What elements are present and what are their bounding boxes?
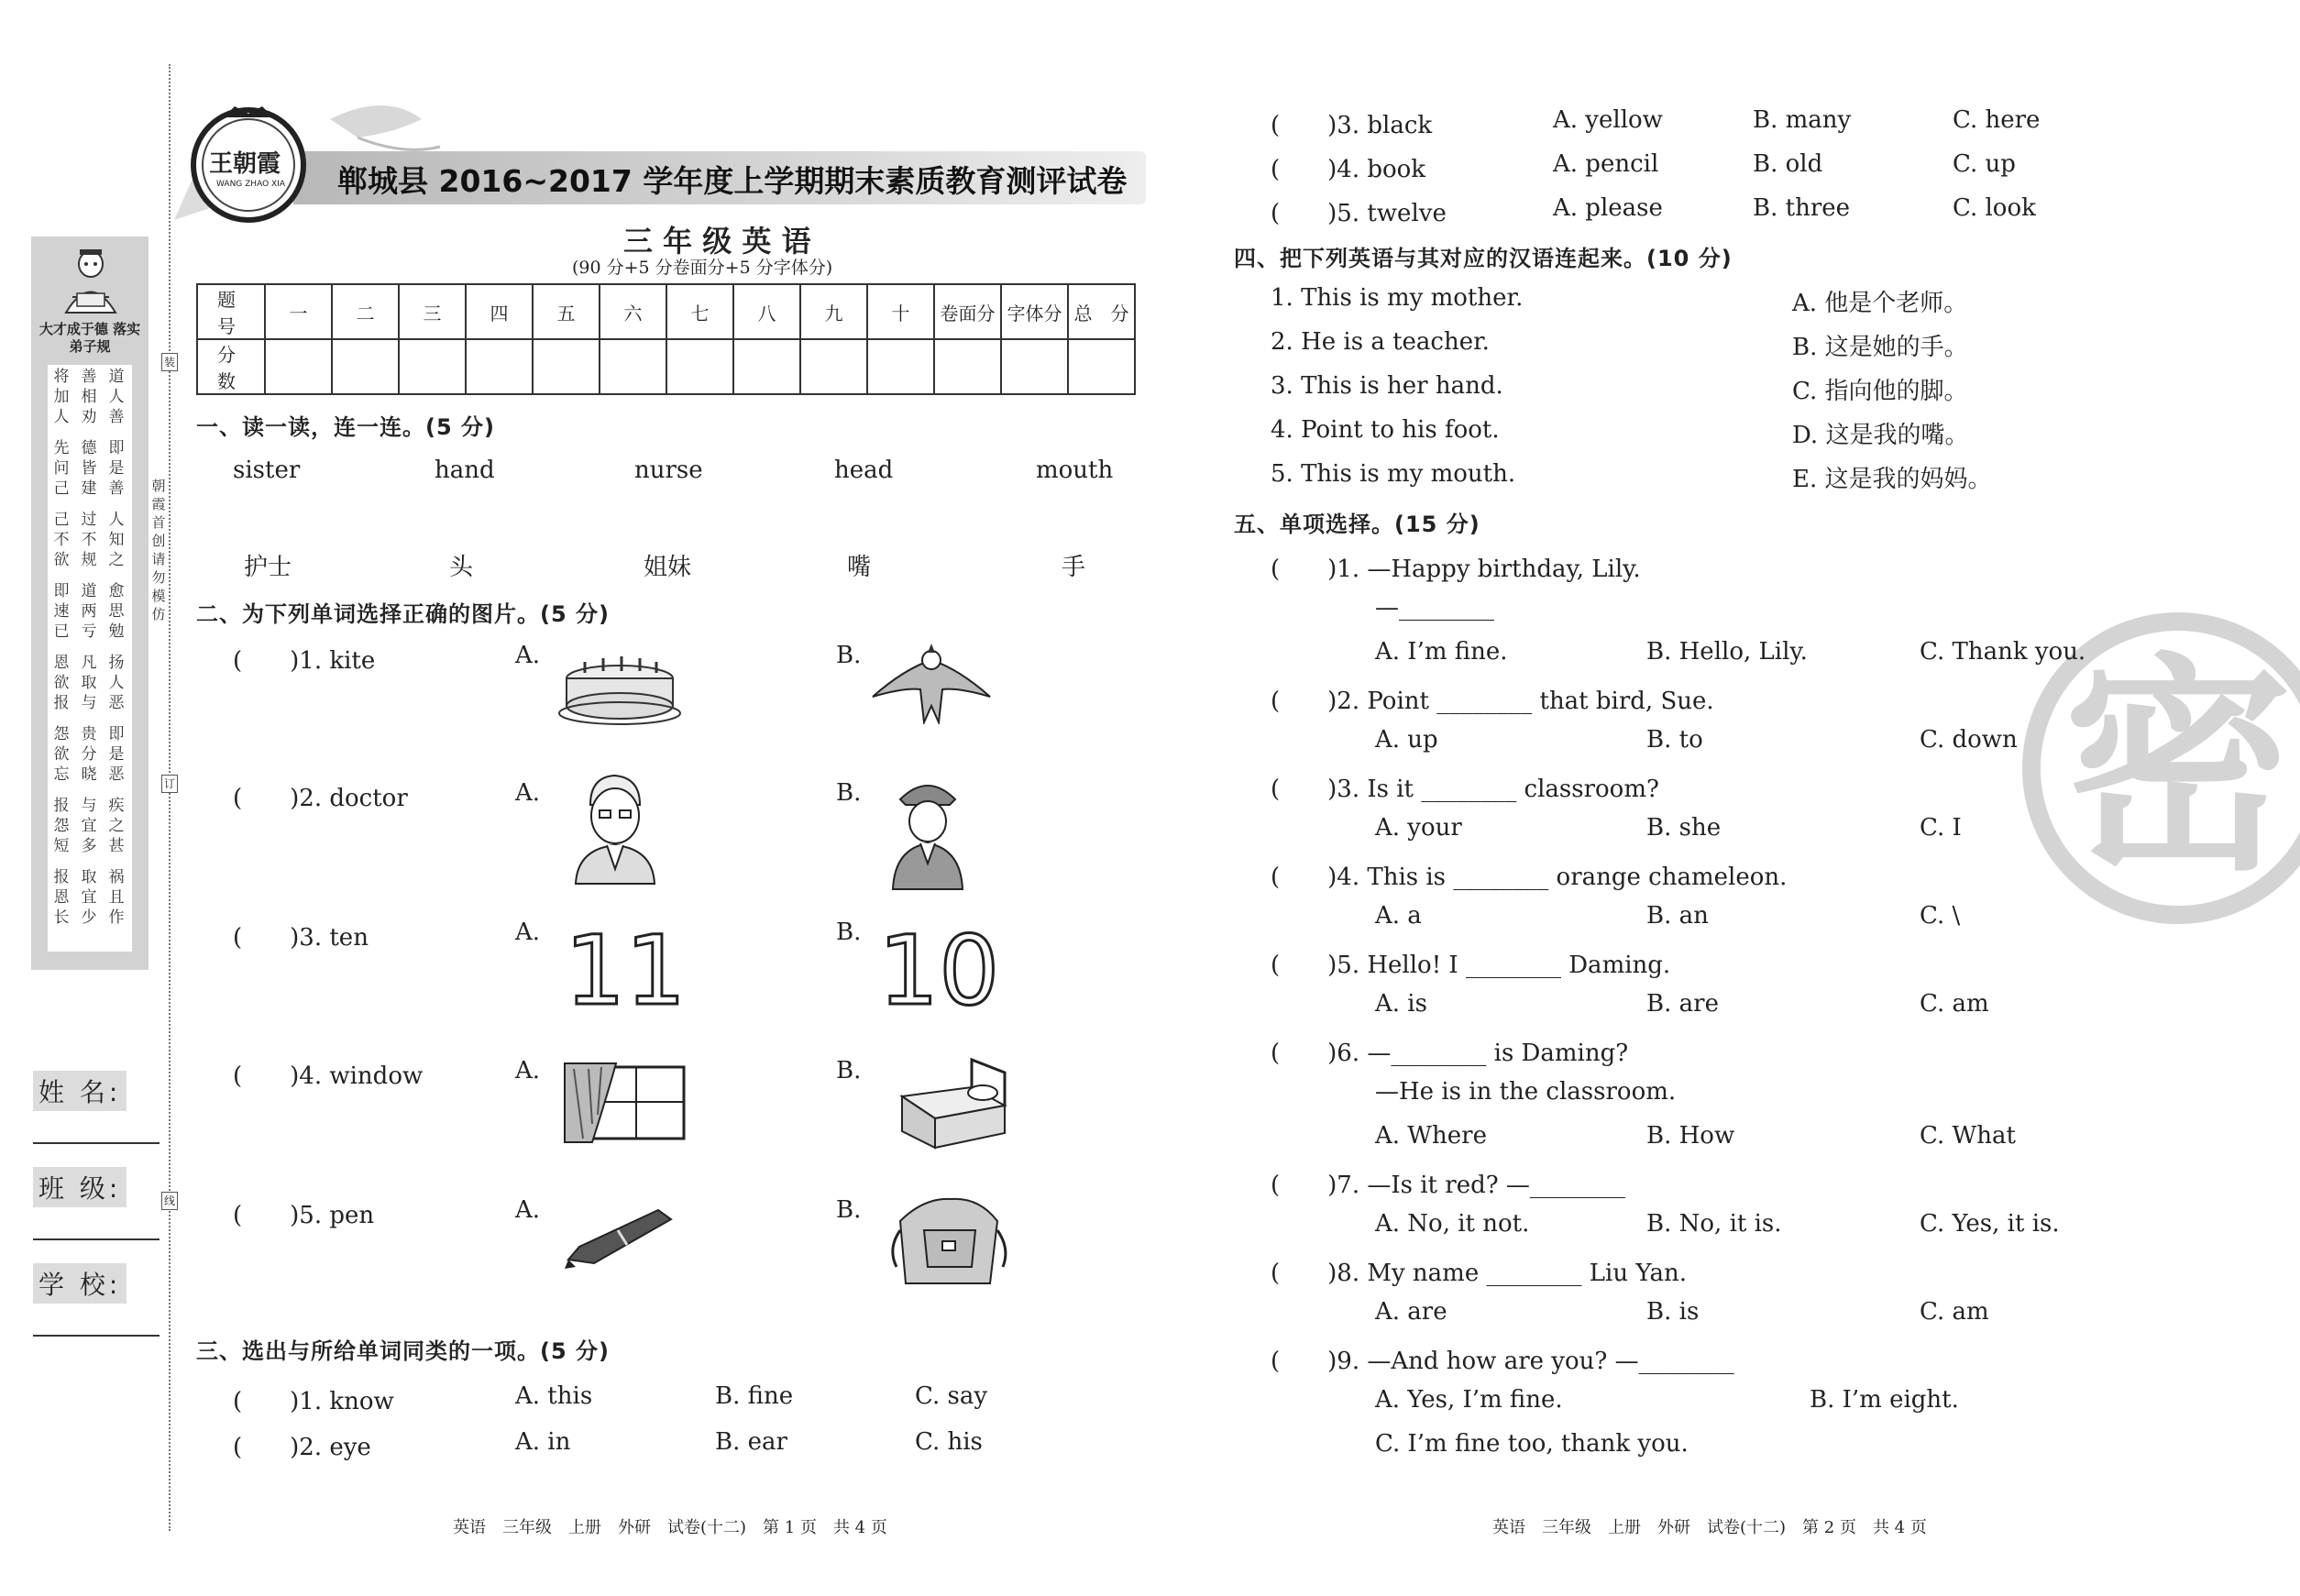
s5-option[interactable]: C. I’m fine too, thank you. [1375,1430,1689,1458]
score-cell[interactable] [800,339,867,394]
side-note: 朝霞首创 请勿模仿 [151,478,166,622]
page-footer-left: 英语 三年级 上册 外研 试卷(十二) 第 1 页 共 4 页 [453,1518,887,1537]
motto-column: 即是恶 [108,725,125,784]
s5-option[interactable]: C. \ [1920,902,1961,930]
s2-option-label: B. [836,779,862,807]
s5-option[interactable]: B. is [1646,1298,1700,1326]
s1-english-word[interactable]: mouth [1036,457,1114,484]
s2-option-label: A. [515,1057,541,1084]
bird-picture-icon[interactable] [867,642,996,724]
s3-question[interactable]: ( )2. eye [233,1434,371,1461]
score-header-cell: 题 号 [197,284,265,339]
score-header-cell: 八 [733,284,800,339]
logo-text: 王朝霞 [209,150,281,178]
s4-chinese-sentence[interactable]: E. 这是我的妈妈。 [1792,466,1992,493]
s2-option-label: A. [515,1196,541,1224]
s1-chinese-word[interactable]: 护士 [244,554,292,581]
motto-column: 扬人恶 [108,654,125,712]
s5-option[interactable]: A. Yes, I’m fine. [1375,1386,1563,1414]
s5-option[interactable]: A. No, it not. [1375,1210,1530,1238]
s5-option[interactable]: B. I’m eight. [1810,1386,1959,1414]
motto-column: 报怨短 [53,797,70,855]
motto-column: 取宜少 [81,868,97,927]
s5-option[interactable]: C. I [1920,814,1962,842]
s3-option[interactable]: A. this [515,1382,593,1410]
exam-subtitle: 三 年 级 英 语 [623,224,811,259]
s3-option[interactable]: A. in [515,1428,571,1456]
binding-box-zhuang: 装 [161,353,178,371]
s1-chinese-word[interactable]: 头 [449,554,474,581]
class-field[interactable] [33,1238,160,1240]
motto-text-box [48,365,132,952]
s3-option[interactable]: A. yellow [1553,106,1663,134]
s5-option[interactable]: C. What [1920,1122,2016,1150]
motto-column: 将加人 [53,368,70,426]
s5-option[interactable]: B. an [1646,902,1709,930]
section3-heading: 三、选出与所给单词同类的一项。(5 分) [196,1338,610,1364]
score-header-cell: 五 [533,284,600,339]
s2-option-label: B. [836,1057,862,1084]
s5-question[interactable]: ( )7. —Is it red? —________ [1271,1172,1625,1199]
score-header-cell: 七 [666,284,733,339]
score-cell[interactable] [399,339,466,394]
s3-option[interactable]: B. fine [715,1382,794,1410]
school-field[interactable] [33,1334,160,1337]
motto-column: 过不规 [81,511,97,569]
motto-column: 贵分晓 [81,725,97,784]
school-label: 学 校: [33,1263,127,1304]
s2-question[interactable]: ( )1. kite [233,647,376,675]
score-cell[interactable] [867,339,934,394]
binding-box-ding: 订 [161,775,178,793]
s5-option[interactable]: A. is [1375,990,1427,1018]
s3-option[interactable]: B. old [1753,150,1823,178]
motto-panel [31,237,149,970]
binding-box-xian: 线 [161,1192,178,1210]
s5-option[interactable]: A. I’m fine. [1375,638,1508,666]
s2-option-label: A. [515,919,541,946]
logo-subtext: WANG ZHAO XIA [216,180,285,189]
s5-question[interactable]: ( )5. Hello! I ________ Daming. [1271,952,1671,979]
motto-column: 即是善 [108,439,125,498]
motto-column: 即速已 [53,582,70,641]
s5-option[interactable]: A. are [1375,1298,1447,1326]
score-cell[interactable] [1001,339,1068,394]
s4-english-sentence[interactable]: 4. Point to his foot. [1271,416,1500,444]
s5-option[interactable]: B. are [1646,990,1719,1018]
section1-heading: 一、读一读，连一连。(5 分) [196,414,495,440]
score-table-header-row [197,284,1135,339]
s5-question[interactable]: ( )3. Is it ________ classroom? [1271,776,1659,803]
score-table-value-row [197,339,1135,394]
page-footer-right: 英语 三年级 上册 外研 试卷(十二) 第 2 页 共 4 页 [1492,1518,1927,1537]
number-ten-picture[interactable]: 10 [878,915,1000,1027]
s5-question[interactable]: ( )9. —And how are you? —________ [1271,1348,1734,1375]
score-cell[interactable] [265,339,332,394]
section5-heading: 五、单项选择。(15 分) [1234,512,1480,537]
motto-column: 与宜多 [81,797,97,855]
score-cell[interactable] [934,339,1001,394]
exam-title: 郸城县 2016~2017 学年度上学期期末素质教育测评试卷 [337,163,1128,199]
section2-heading: 二、为下列单词选择正确的图片。(5 分) [196,601,610,627]
s3-question[interactable]: ( )4. book [1271,156,1426,183]
s2-option-label: A. [515,642,541,669]
s3-option[interactable]: C. say [915,1382,988,1410]
s5-question-line: —He is in the classroom. [1375,1078,1677,1106]
motto-column: 报恩长 [53,868,70,927]
s5-option[interactable]: C. Thank you. [1920,638,2086,666]
class-label: 班 级: [33,1167,127,1207]
motto-column: 凡取与 [81,654,97,712]
score-table [196,283,1136,395]
score-cell[interactable] [1068,339,1135,394]
schoolbag-picture-icon[interactable] [887,1194,1012,1289]
s4-chinese-sentence[interactable]: A. 他是个老师。 [1792,290,1968,317]
score-header-cell: 卷面分 [934,284,1001,339]
s5-question[interactable]: ( )6. —________ is Daming? [1271,1040,1629,1067]
s3-option[interactable]: B. ear [715,1428,787,1456]
section4-heading: 四、把下列英语与其对应的汉语连起来。(10 分) [1234,246,1733,271]
s3-option[interactable]: B. three [1753,194,1851,222]
motto-column: 己不欲 [53,511,70,569]
s5-option[interactable]: B. Hello, Lily. [1646,638,1808,666]
s5-question[interactable]: ( )1. —Happy birthday, Lily. [1271,556,1641,583]
s5-option[interactable]: A. your [1375,814,1462,842]
motto-column: 祸且作 [108,868,125,927]
s2-option-label: B. [836,642,862,669]
s1-english-word[interactable]: head [834,457,894,484]
s5-option[interactable]: A. a [1375,902,1422,930]
s3-option[interactable]: A. pencil [1553,150,1659,178]
s5-question-line: —________ [1375,594,1494,622]
s2-option-label: B. [836,919,862,946]
score-cell[interactable] [666,339,733,394]
s3-option[interactable]: C. his [915,1428,983,1456]
s4-english-sentence[interactable]: 5. This is my mouth. [1271,460,1516,488]
score-cell[interactable] [533,339,600,394]
score-header-cell: 九 [800,284,867,339]
motto-column: 道人善 [108,368,125,426]
s4-english-sentence[interactable]: 2. He is a teacher. [1271,328,1490,356]
motto-column: 道两亏 [81,582,97,641]
s4-chinese-sentence[interactable]: C. 指向他的脚。 [1792,378,1968,405]
cake-picture-icon[interactable] [557,653,682,726]
s1-english-word[interactable]: sister [233,457,301,484]
s5-option[interactable]: C. Yes, it is. [1920,1210,2060,1238]
s5-option[interactable]: B. to [1646,726,1703,754]
s2-question[interactable]: ( )5. pen [233,1202,375,1229]
s4-chinese-sentence[interactable]: B. 这是她的手。 [1792,334,1968,361]
exam-score-note: (90 分+5 分卷面分+5 分字体分) [572,258,833,278]
window-picture-icon[interactable] [561,1060,691,1144]
s5-question[interactable]: ( )4. This is ________ orange chameleon. [1271,864,1788,891]
s5-option[interactable]: A. Where [1375,1122,1487,1150]
s3-question[interactable]: ( )3. black [1271,112,1433,139]
s1-english-word[interactable]: hand [435,457,495,484]
s5-question[interactable]: ( )8. My name ________ Liu Yan. [1271,1260,1687,1287]
s2-option-label: A. [515,779,541,807]
s5-option[interactable]: A. up [1375,726,1438,754]
score-header-cell: 六 [600,284,666,339]
s5-option[interactable]: C. am [1920,990,1989,1018]
motto-column: 恩欲报 [53,654,70,712]
s3-option[interactable]: C. up [1953,150,2016,178]
s5-option[interactable]: C. down [1920,726,2018,754]
s3-option[interactable]: A. please [1553,194,1663,222]
s4-english-sentence[interactable]: 1. This is my mother. [1271,284,1524,312]
motto-column: 怨欲忘 [53,725,70,784]
scholar-figure-icon [50,244,132,319]
score-cell[interactable] [733,339,800,394]
name-label: 姓 名: [33,1071,127,1111]
score-cell[interactable] [466,339,533,394]
s4-chinese-sentence[interactable]: D. 这是我的嘴。 [1792,422,1969,449]
s3-option[interactable]: B. many [1753,106,1852,134]
s3-option[interactable]: C. here [1953,106,2041,134]
policeman-picture-icon[interactable] [887,772,968,891]
motto-column: 疾之甚 [108,797,125,855]
secret-stamp: 密 [2022,612,2300,924]
score-cell[interactable] [332,339,399,394]
score-cell[interactable] [600,339,666,394]
number-eleven-picture[interactable]: 11 [565,915,687,1027]
s1-chinese-word[interactable]: 嘴 [847,554,872,581]
s5-option[interactable]: C. am [1920,1298,1989,1326]
s1-english-word[interactable]: nurse [634,457,703,484]
s5-option[interactable]: B. she [1646,814,1722,842]
s3-question[interactable]: ( )5. twelve [1271,200,1447,227]
score-header-cell: 四 [466,284,533,339]
score-row-label: 分 数 [197,339,265,394]
s3-option[interactable]: C. look [1953,194,2036,222]
s2-question[interactable]: ( )2. doctor [233,785,408,812]
motto-banner: 大才成于德 落实弟子规 [39,321,141,355]
s5-question[interactable]: ( )2. Point ________ that bird, Sue. [1271,688,1714,715]
score-header-cell: 总 分 [1068,284,1135,339]
s2-question[interactable]: ( )4. window [233,1062,424,1090]
s5-option[interactable]: B. No, it is. [1646,1210,1782,1238]
score-header-cell: 一 [265,284,332,339]
s2-question[interactable]: ( )3. ten [233,924,369,952]
score-header-cell: 二 [332,284,399,339]
motto-column: 德皆建 [81,439,97,498]
doctor-picture-icon[interactable] [567,768,664,886]
motto-column: 善相劝 [81,368,97,426]
s4-english-sentence[interactable]: 3. This is her hand. [1271,372,1503,400]
score-header-cell: 三 [399,284,466,339]
motto-column: 人知之 [108,511,125,569]
motto-column: 愈思勉 [108,582,125,641]
score-header-cell: 字体分 [1001,284,1068,339]
pen-picture-icon[interactable] [563,1203,678,1272]
s1-chinese-word[interactable]: 姐妹 [644,554,692,581]
s5-option[interactable]: B. How [1646,1122,1735,1150]
motto-column: 先问己 [53,439,70,498]
bed-picture-icon[interactable] [884,1051,1010,1151]
s1-chinese-word[interactable]: 手 [1062,554,1086,581]
binding-dotted-line [169,64,171,1531]
score-header-cell: 十 [867,284,934,339]
s2-option-label: B. [836,1196,862,1224]
name-field[interactable] [33,1141,160,1144]
s3-question[interactable]: ( )1. know [233,1388,394,1415]
